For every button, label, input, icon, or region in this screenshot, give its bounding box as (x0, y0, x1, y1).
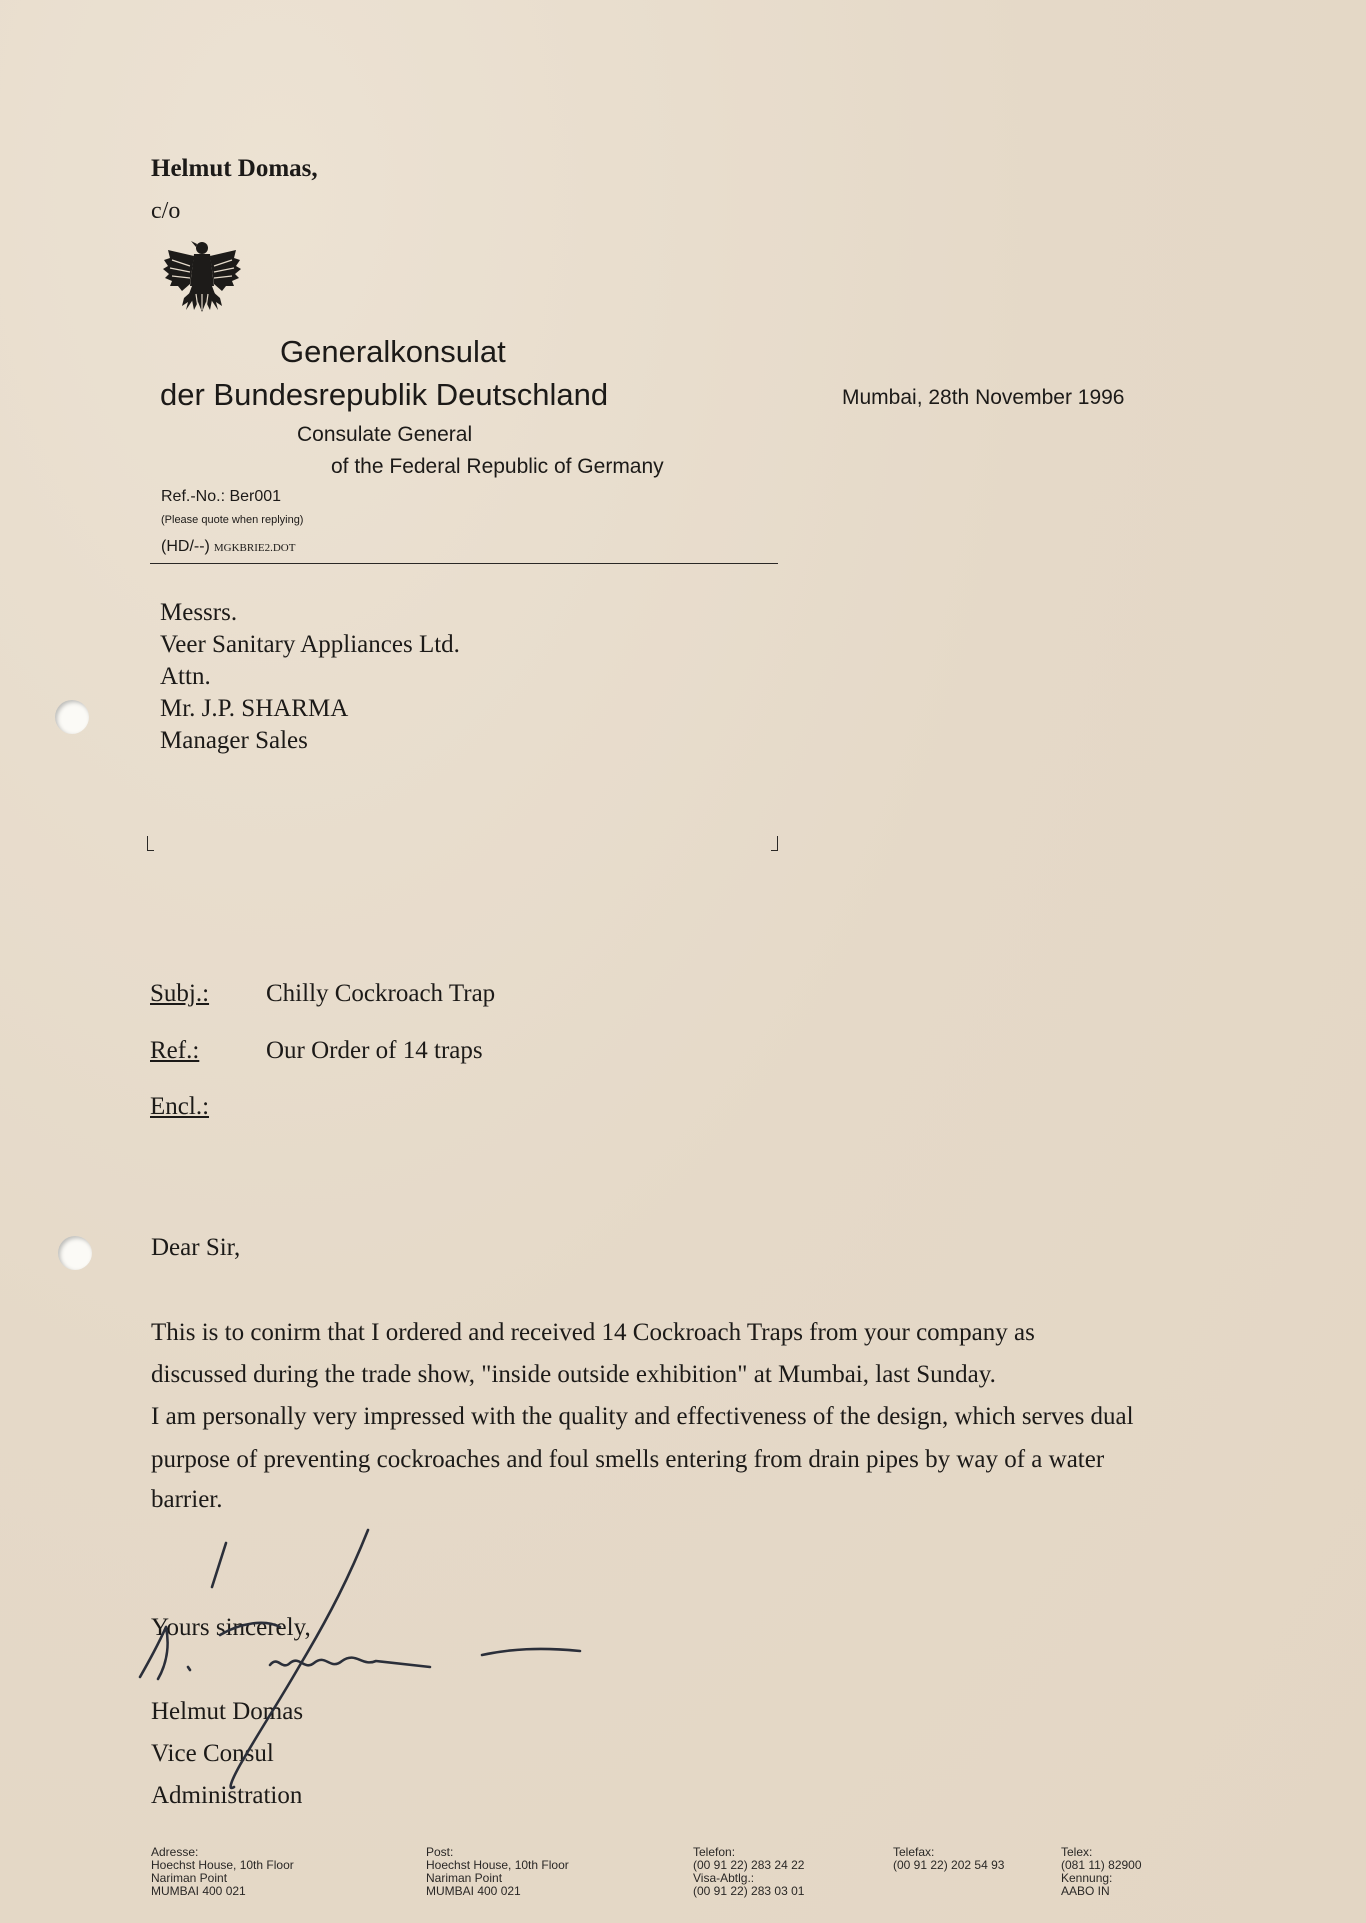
letterhead-english-line2: of the Federal Republic of Germany (331, 455, 664, 478)
reference-quote-note: (Please quote when replying) (161, 514, 304, 526)
footer-telex-label: Telex: (1061, 1845, 1093, 1859)
letter-date: Mumbai, 28th November 1996 (842, 386, 1125, 409)
reference-label: Ref.: (150, 1037, 200, 1064)
sender-care-of: c/o (151, 198, 181, 224)
sender-name: Helmut Domas, (151, 155, 318, 182)
signer-name: Helmut Domas (151, 1698, 304, 1725)
footer-address-label: Adresse: (151, 1845, 199, 1859)
signer-department: Administration (151, 1782, 303, 1809)
punch-hole-bottom (58, 1236, 92, 1270)
enclosure-label: Encl.: (150, 1093, 210, 1120)
footer-post-line: Nariman Point (426, 1871, 503, 1885)
reference-number: Ref.-No.: Ber001 (161, 488, 282, 505)
reference-code-file: MGKBRIE2.DOT (213, 542, 296, 554)
address-window-mark-right (771, 836, 778, 851)
footer-phone-line: (00 91 22) 283 24 22 (693, 1858, 805, 1872)
recipient-line: Attn. (160, 663, 211, 690)
footer-post-label: Post: (426, 1845, 454, 1859)
signer-title: Vice Consul (151, 1740, 274, 1767)
footer-phone (693, 1846, 804, 1898)
body-line: discussed during the trade show, "inside outside exhibition" at Mumbai, last Sunday. (151, 1361, 996, 1388)
body-line: This is to conirm that I ordered and received 14 Cockroach Traps from your company as (151, 1319, 1035, 1346)
punch-hole-top (55, 700, 89, 734)
body-line: purpose of preventing cockroaches and foul smells entering from drain pipes by way of a water (151, 1446, 1105, 1473)
letterhead-german-line1: Generalkonsulat (280, 334, 506, 369)
footer-fax-label: Telefax: (893, 1845, 935, 1859)
footer-address-line: Nariman Point (151, 1871, 228, 1885)
footer-phone-line: (00 91 22) 283 03 01 (693, 1884, 805, 1898)
recipient-line: Manager Sales (160, 727, 308, 754)
recipient-line: Mr. J.P. SHARMA (160, 695, 349, 722)
footer-fax-line: (00 91 22) 202 54 93 (893, 1858, 1005, 1872)
letterhead-german-line2: der Bundesrepublik Deutschland (160, 377, 609, 412)
body-line: barrier. (151, 1486, 223, 1513)
footer-post-line: MUMBAI 400 021 (426, 1884, 521, 1898)
recipient-line: Veer Sanitary Appliances Ltd. (160, 631, 460, 658)
footer-post-line: Hoechst House, 10th Floor (426, 1858, 569, 1872)
footer-address-line: Hoechst House, 10th Floor (151, 1858, 294, 1872)
footer-telex (1061, 1846, 1142, 1898)
footer-address-line: MUMBAI 400 021 (151, 1884, 246, 1898)
letterhead-english-line1: Consulate General (297, 423, 473, 446)
subject-value: Chilly Cockroach Trap (266, 980, 496, 1007)
reference-value: Our Order of 14 traps (266, 1037, 483, 1064)
footer-telex-line: (081 11) 82900 (1061, 1858, 1142, 1872)
footer-fax (893, 1846, 1004, 1872)
subject-label: Subj.: (150, 980, 210, 1007)
footer-phone-label: Telefon: (693, 1845, 736, 1859)
footer-address (151, 1846, 294, 1898)
address-window-mark-left (147, 836, 154, 851)
recipient-line: Messrs. (160, 599, 238, 626)
letterhead-divider (150, 563, 778, 564)
reference-code (161, 538, 295, 556)
reference-code-prefix: (HD/--) (161, 538, 210, 555)
federal-eagle-icon (160, 236, 244, 320)
footer-post (426, 1846, 569, 1898)
handwritten-signature (130, 1515, 600, 1815)
body-line: I am personally very impressed with the quality and effectiveness of the design, which serves dual (151, 1403, 1134, 1430)
footer-phone-line: Visa-Abtlg.: (693, 1871, 755, 1885)
footer-telex-line: AABO IN (1061, 1884, 1110, 1898)
footer-telex-line: Kennung: (1061, 1871, 1113, 1885)
salutation: Dear Sir, (151, 1234, 241, 1261)
closing: Yours sincerely, (151, 1614, 311, 1641)
